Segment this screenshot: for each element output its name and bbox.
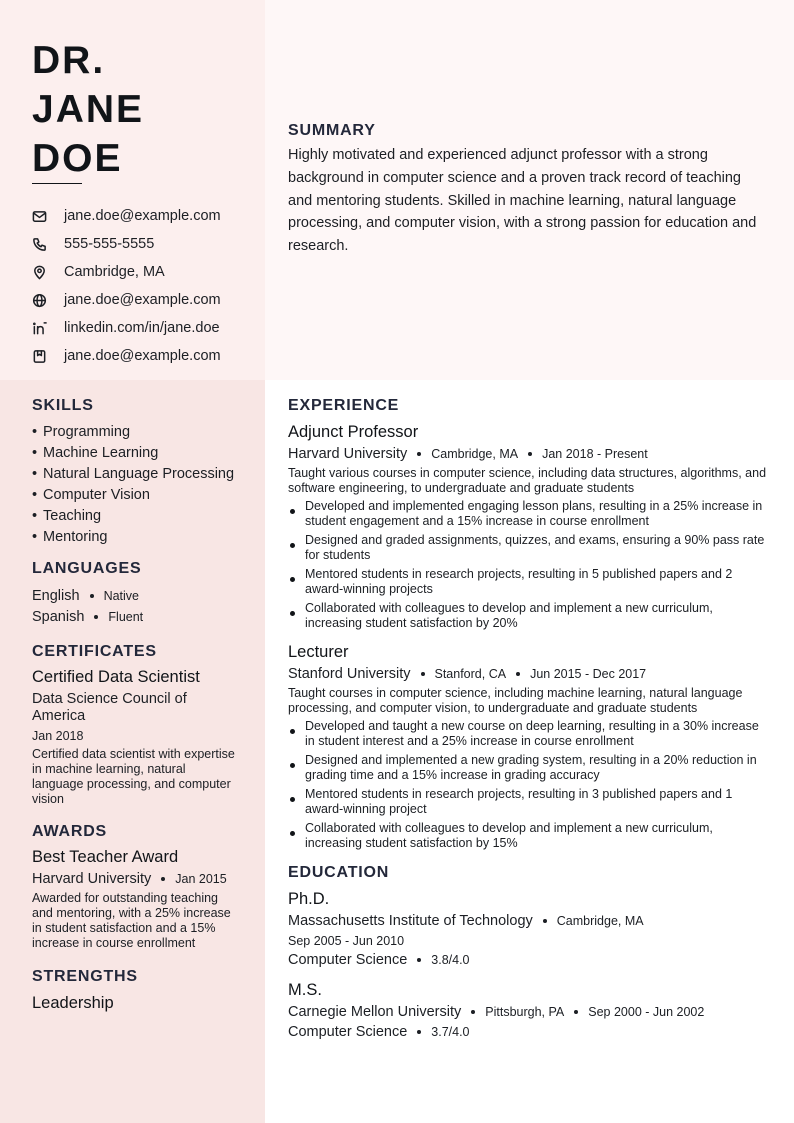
globe-icon	[32, 290, 56, 310]
candidate-name	[32, 36, 252, 183]
contact-website[interactable]	[32, 286, 221, 314]
summary-heading: SUMMARY	[288, 122, 376, 139]
separator-dot	[417, 452, 421, 456]
separator-dot	[574, 1010, 578, 1014]
separator-dot	[94, 615, 98, 619]
job-entry	[288, 643, 768, 851]
field-meta	[288, 1024, 768, 1040]
job-org: Harvard University	[288, 446, 408, 462]
contact-text: jane.doe@example.com	[64, 292, 221, 308]
job-bullet: Mentored students in research projects, resulting in 3 published papers and 1 award-winning project	[288, 787, 768, 817]
job-bullet: Developed and implemented engaging lesson plans, resulting in a 25% increase in student engagement and a 15% increase in course enrollment	[288, 499, 768, 529]
main-content	[288, 397, 768, 1040]
award-date: Jan 2015	[175, 872, 227, 886]
bookmark-icon	[32, 346, 56, 366]
skill-item: • Programming	[32, 424, 237, 441]
award-meta	[32, 871, 237, 887]
field-of-study: Computer Science	[288, 952, 408, 968]
language-item	[32, 606, 237, 627]
contact-text: Cambridge, MA	[64, 264, 165, 280]
experience-section	[288, 397, 768, 851]
separator-dot	[528, 452, 532, 456]
skill-item: • Mentoring	[32, 529, 237, 546]
certificate-description: Certified data scientist with expertise in machine learning, natural language processing, and computer vision	[32, 747, 235, 806]
certificate-name: Certified Data Scientist	[32, 668, 200, 686]
strengths-heading: STRENGTHS	[32, 968, 138, 985]
job-bullet: Developed and taught a new course on deep learning, resulting in a 30% increase in student interest and a 25% increase in course enrollment	[288, 719, 768, 749]
language-name: English	[32, 587, 80, 604]
gpa: 3.8/4.0	[431, 953, 470, 967]
languages-section	[32, 560, 237, 627]
skill-item: • Computer Vision	[32, 487, 237, 504]
separator-dot	[90, 594, 94, 598]
education-heading: EDUCATION	[288, 864, 390, 881]
separator-dot	[516, 672, 520, 676]
contact-text: 555-555-5555	[64, 236, 155, 252]
school-name: Massachusetts Institute of Technology	[288, 913, 533, 929]
location-pin-icon	[32, 262, 56, 282]
award-issuer: Harvard University	[32, 871, 152, 887]
job-title: Adjunct Professor	[288, 423, 419, 441]
contact-portfolio[interactable]	[32, 342, 221, 370]
skill-item: • Machine Learning	[32, 445, 237, 462]
education-dates: Sep 2005 - Jun 2010	[288, 934, 405, 948]
separator-dot	[161, 877, 165, 881]
field-meta	[288, 952, 768, 968]
job-meta	[288, 446, 768, 462]
skills-section	[32, 397, 237, 546]
school-meta	[288, 1004, 768, 1020]
phone-icon	[32, 234, 56, 254]
summary-text: Highly motivated and experienced adjunct professor with a strong background in computer science and a proven track record of teaching and mentoring students. Skilled in machine learning, natural language processing, and computer vision, with a strong passion for education and research.	[288, 147, 757, 255]
job-bullets	[288, 719, 768, 851]
job-title: Lecturer	[288, 643, 349, 661]
language-item	[32, 585, 237, 606]
language-level: Native	[103, 588, 139, 603]
job-org: Stanford University	[288, 666, 411, 682]
skills-list	[32, 424, 237, 546]
job-location: Cambridge, MA	[431, 447, 519, 461]
gpa: 3.7/4.0	[431, 1025, 470, 1039]
strengths-section	[32, 968, 237, 1013]
education-entry	[288, 890, 768, 968]
separator-dot	[471, 1010, 475, 1014]
school-location: Cambridge, MA	[556, 914, 644, 928]
separator-dot	[417, 1030, 421, 1034]
education-dates: Sep 2000 - Jun 2002	[588, 1005, 705, 1019]
job-dates: Jun 2015 - Dec 2017	[530, 667, 647, 681]
education-entry	[288, 981, 768, 1040]
job-bullet: Mentored students in research projects, resulting in 5 published papers and 2 award-winning projects	[288, 567, 768, 597]
email-icon	[32, 206, 56, 226]
contact-list	[32, 202, 221, 370]
contact-linkedin[interactable]	[32, 314, 221, 342]
awards-heading: AWARDS	[32, 823, 108, 840]
certificates-heading: CERTIFICATES	[32, 643, 157, 660]
field-of-study: Computer Science	[288, 1024, 408, 1040]
awards-section	[32, 823, 237, 951]
job-meta	[288, 666, 768, 682]
separator-dot	[421, 672, 425, 676]
job-bullet: Collaborated with colleagues to develop and implement a new curriculum, increasing student satisfaction by 15%	[288, 821, 768, 851]
skills-heading: SKILLS	[32, 397, 94, 414]
language-name: Spanish	[32, 608, 85, 625]
contact-text: linkedin.com/in/jane.doe	[64, 320, 220, 336]
certificates-section	[32, 643, 237, 807]
job-entry	[288, 423, 768, 631]
skill-item: • Natural Language Processing	[32, 466, 237, 483]
name-line: JANE	[32, 88, 145, 131]
award-name: Best Teacher Award	[32, 848, 179, 866]
language-level: Fluent	[108, 609, 144, 624]
job-description: Taught various courses in computer science, including data structures, algorithms, and software engineering, to undergraduate and graduate students	[288, 466, 767, 495]
job-bullet: Collaborated with colleagues to develop and implement a new curriculum, increasing student satisfaction by 20%	[288, 601, 768, 631]
skill-item: • Teaching	[32, 508, 237, 525]
school-meta	[288, 913, 768, 929]
contact-phone[interactable]	[32, 230, 221, 258]
name-line: DOE	[32, 137, 123, 180]
languages-heading: LANGUAGES	[32, 560, 142, 577]
job-bullet: Designed and graded assignments, quizzes, and exams, ensuring a 90% pass rate for students	[288, 533, 768, 563]
job-dates: Jan 2018 - Present	[542, 447, 648, 461]
school-location: Pittsburgh, PA	[485, 1005, 565, 1019]
separator-dot	[543, 919, 547, 923]
degree: M.S.	[288, 981, 322, 999]
job-bullets	[288, 499, 768, 631]
name-divider	[32, 183, 82, 184]
contact-location	[32, 258, 221, 286]
name-line: DR.	[32, 39, 106, 82]
certificate-issuer: Data Science Council of America	[32, 691, 187, 724]
job-description: Taught courses in computer science, including machine learning, natural language processing, and computer vision, to undergraduate and graduate students	[288, 686, 743, 715]
job-location: Stanford, CA	[434, 667, 507, 681]
education-section	[288, 864, 768, 1040]
experience-heading: EXPERIENCE	[288, 397, 400, 414]
job-bullet: Designed and implemented a new grading system, resulting in a 20% reduction in grading time and a 15% increase in grading accuracy	[288, 753, 768, 783]
school-name: Carnegie Mellon University	[288, 1004, 462, 1020]
strength-item: Leadership	[32, 994, 114, 1012]
separator-dot	[417, 958, 421, 962]
contact-email[interactable]	[32, 202, 221, 230]
sidebar-content	[32, 397, 237, 1013]
award-description: Awarded for outstanding teaching and mentoring, with a 25% increase in student satisfaction and a 15% increase in course enrollment	[32, 891, 231, 950]
contact-text: jane.doe@example.com	[64, 348, 221, 364]
certificate-date: Jan 2018	[32, 729, 84, 743]
linkedin-icon	[32, 318, 56, 338]
contact-text: jane.doe@example.com	[64, 208, 221, 224]
degree: Ph.D.	[288, 890, 330, 908]
summary-section	[288, 122, 768, 258]
